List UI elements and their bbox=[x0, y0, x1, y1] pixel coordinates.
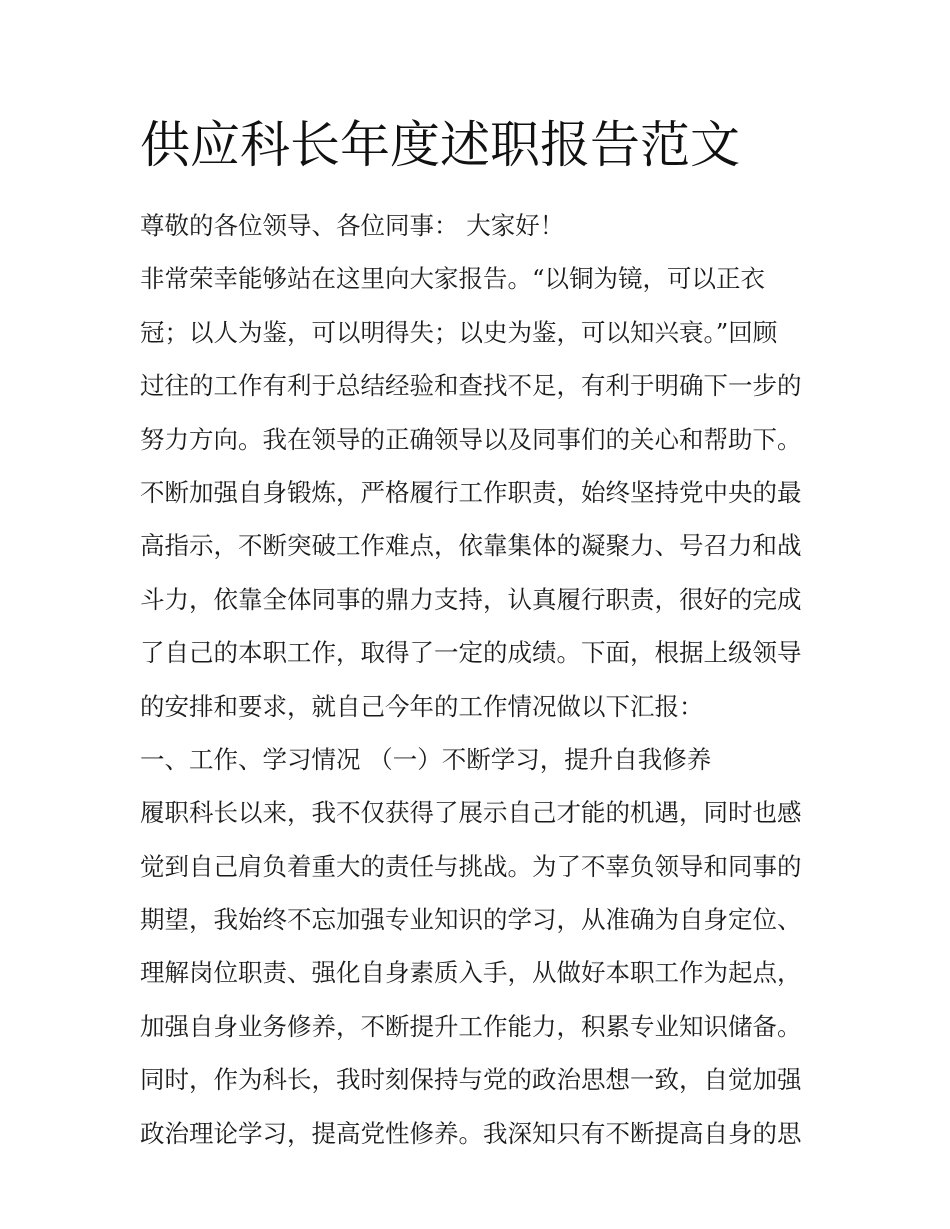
document-title: 供应科长年度述职报告范文 bbox=[140, 116, 740, 174]
body-line: 的安排和要求，就自己今年的工作情况做以下汇报： bbox=[140, 691, 704, 721]
body-line: 觉到自己肩负着重大的责任与挑战。为了不辜负领导和同事的 bbox=[140, 851, 802, 881]
body-line: 努力方向。我在领导的正确领导以及同事们的关心和帮助下。 bbox=[140, 424, 802, 454]
body-line: 非常荣幸能够站在这里向大家报告。“以铜为镜，可以正衣 bbox=[140, 264, 766, 294]
body-line: 履职科长以来，我不仅获得了展示自己才能的机遇，同时也感 bbox=[140, 798, 802, 828]
body-line: 加强自身业务修养，不断提升工作能力，积累专业知识储备。 bbox=[140, 1011, 802, 1041]
section-heading-line: 一、工作、学习情况 （一）不断学习，提升自我修养 bbox=[140, 744, 712, 774]
body-line: 斗力，依靠全体同事的鼎力支持，认真履行职责，很好的完成 bbox=[140, 584, 802, 614]
document-body bbox=[140, 199, 820, 1160]
body-line: 过往的工作有利于总结经验和查找不足，有利于明确下一步的 bbox=[140, 371, 802, 401]
body-line: 了自己的本职工作，取得了一定的成绩。下面，根据上级领导 bbox=[140, 638, 802, 668]
body-line: 理解岗位职责、强化自身素质入手，从做好本职工作为起点， bbox=[140, 958, 802, 988]
body-line: 高指示，不断突破工作难点，依靠集体的凝聚力、号召力和战 bbox=[140, 531, 802, 561]
body-line: 冠；以人为鉴，可以明得失；以史为鉴，可以知兴衰。”回顾 bbox=[140, 317, 778, 347]
body-line: 尊敬的各位领导、各位同事： 大家好！ bbox=[140, 211, 565, 240]
body-line: 政治理论学习，提高党性修养。我深知只有不断提高自身的思 bbox=[140, 1118, 802, 1148]
body-line: 期望，我始终不忘加强专业知识的学习，从准确为自身定位、 bbox=[140, 905, 802, 935]
body-line: 同时，作为科长，我时刻保持与党的政治思想一致，自觉加强 bbox=[140, 1065, 802, 1095]
body-line: 不断加强自身锻炼，严格履行工作职责，始终坚持党中央的最 bbox=[140, 477, 802, 507]
